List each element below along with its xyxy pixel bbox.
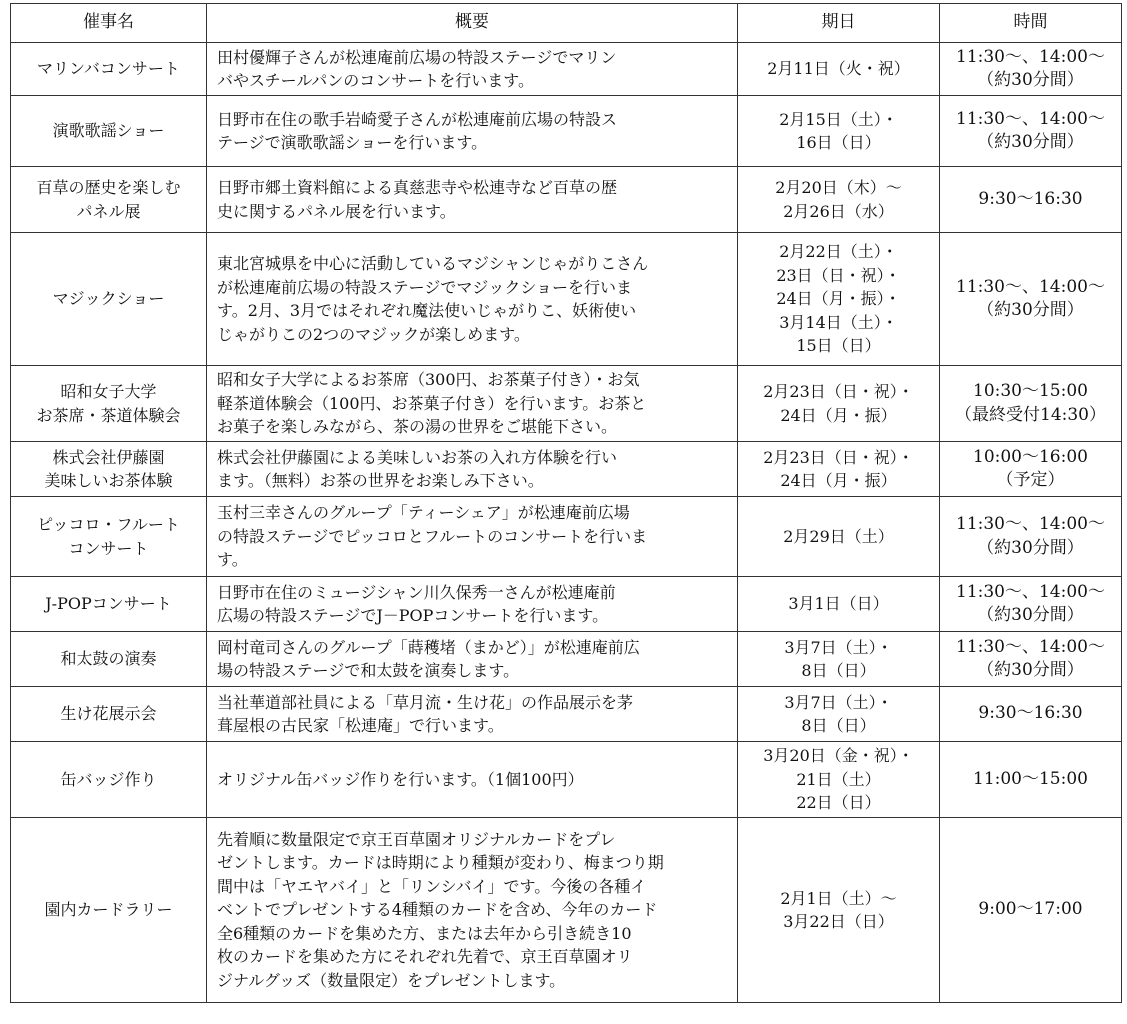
time-cell [940,577,1122,632]
date-cell [738,442,940,497]
table-row [11,167,1122,233]
event-name-cell [11,687,207,742]
date-line: 8日（日） [801,716,876,735]
date-line: 2月20日（木）〜 [775,178,902,197]
summary-line: 史に関するパネル展を行います。 [217,201,456,221]
summary-line: の特設ステージでピッコロとフルートのコンサートを行いま [217,526,648,546]
date-cell [738,742,940,818]
summary-line: バやスチールパンのコンサートを行います。 [217,71,534,90]
summary-line: オリジナル缶バッジ作りを行います。（1個100円） [217,769,584,789]
event-name-line: マジックショー [52,289,165,309]
date-cell [738,497,940,577]
date-cell [738,167,940,233]
summary-line: 全6種類のカードを集めた方、または去年から引き続き10 [217,923,632,943]
date-line: 2月23日（日・祝）・ [763,447,914,467]
time-cell [940,366,1122,442]
time-line: 11:30〜、14:00〜 [956,581,1105,602]
summary-line: 岡村竜司さんのグループ「蒔穫堵（まかど）」が松連庵前広 [217,637,640,657]
summary-line: 当社華道部社員による「草月流・生け花」の作品展示を茅 [217,692,634,712]
summary-line: 先着順に数量限定で京王百草園オリジナルカードをプレ [217,829,616,849]
date-line: 24日（月・振） [780,471,897,490]
summary-line: 日野市郷土資料館による真慈悲寺や松連寺など百草の歴 [217,178,618,197]
table-row [11,632,1122,687]
event-name-line: 園内カードラリー [44,900,173,920]
summary-line: 間中は「ヤエヤバイ」と「リンシバイ」です。今後の各種イ [217,876,647,896]
time-cell [940,96,1122,167]
summary-line: 昭和女子大学によるお茶席（300円、お茶菓子付き）・お気 [217,370,640,390]
event-name-cell [11,96,207,167]
date-line: 22日（日） [796,793,881,813]
summary-line: ます。（無料）お茶の世界をお楽しみ下さい。 [217,471,544,490]
header-summary: 概要 [207,4,738,43]
table-row [11,577,1122,632]
summary-line: 田村優輝子さんが松連庵前広場の特設ステージでマリン [217,47,617,67]
date-line: 23日（日・祝）・ [776,265,901,285]
date-cell [738,577,940,632]
event-name-cell [11,366,207,442]
time-line: （約30分間） [977,605,1084,625]
time-line: 9:30〜16:30 [978,703,1083,724]
event-name-cell [11,43,207,96]
time-line: （約30分間） [977,537,1084,558]
summary-line: じゃがりこの2つのマジックが楽しめます。 [217,324,530,344]
date-line: 3月22日（日） [783,912,894,931]
summary-line: 東北宮城県を中心に活動しているマジシャンじゃがりこさん [217,254,649,273]
date-line: 3月7日（土）・ [784,637,893,657]
date-line: 2月29日（土） [783,526,894,546]
date-cell [738,366,940,442]
event-name-cell [11,577,207,632]
date-cell [738,818,940,1003]
time-line: 11:00〜15:00 [973,768,1088,789]
summary-line: 場の特設ステージで和太鼓を演奏します。 [217,661,520,680]
event-name-line: 生け花展示会 [60,704,157,724]
summary-line: ジナルグッズ（数量限定）をプレゼントします。 [217,970,566,990]
table-row [11,687,1122,742]
summary-line: 広場の特設ステージでJ－POPコンサートを行います。 [217,606,609,625]
summary-line: 株式会社伊藤園による美味しいお茶の入れ方体験を行い [217,447,618,467]
date-line: 15日（日） [796,336,881,356]
time-cell [940,742,1122,818]
summary-line: お菓子を楽しみながら、茶の湯の世界をご堪能下さい。 [217,417,618,437]
summary-cell [207,687,738,742]
header-row [11,4,1122,43]
summary-cell [207,43,738,96]
table-row [11,96,1122,167]
time-line: 11:30〜、14:00〜 [956,108,1105,129]
event-name-cell [11,742,207,818]
date-line: 3月14日（土）・ [779,312,898,332]
table-row [11,233,1122,366]
time-line: 10:00〜16:00 [973,446,1088,467]
event-name-line: 和太鼓の演奏 [60,649,157,669]
summary-line: す。 [217,550,248,570]
time-cell [940,687,1122,742]
time-line: 10:30〜15:00 [973,381,1088,401]
time-cell [940,233,1122,366]
event-name-line: 缶バッジ作り [60,769,157,789]
summary-cell [207,497,738,577]
summary-line: テージで演歌歌謡ショーを行います。 [217,133,488,152]
event-name-line: J-POPコンサート [45,594,172,614]
date-cell [738,687,940,742]
time-line: （予定） [996,470,1065,490]
summary-cell [207,577,738,632]
event-name-line: コンサート [68,538,149,558]
summary-cell [207,167,738,233]
date-line: 2月23日（日・祝）・ [763,382,914,401]
table-row [11,818,1122,1003]
time-cell [940,632,1122,687]
event-name-line: お茶席・茶道体験会 [36,405,181,425]
table-row [11,442,1122,497]
date-line: 24日（月・振） [780,405,897,425]
time-line: 9:00〜17:00 [978,899,1083,920]
date-line: 3月1日（日） [788,594,889,614]
date-line: 2月1日（土）〜 [780,888,897,908]
event-name-line: 昭和女子大学 [60,382,157,401]
event-name-line: 演歌歌謡ショー [52,121,165,141]
time-line: （約30分間） [977,70,1084,90]
time-line: 11:30〜、14:00〜 [956,276,1105,297]
time-line: （約30分間） [977,132,1084,152]
event-name-cell [11,442,207,497]
header-date: 期日 [738,4,940,43]
event-name-line: パネル展 [76,201,141,221]
date-cell [738,233,940,366]
time-line: 9:30〜16:30 [978,188,1083,209]
header-event-name: 催事名 [11,4,207,43]
summary-cell [207,818,738,1003]
date-line: 21日（土） [796,769,881,789]
time-cell [940,442,1122,497]
date-cell [738,43,940,96]
summary-cell [207,233,738,366]
summary-cell [207,366,738,442]
event-name-line: 美味しいお茶体験 [44,471,173,490]
date-cell [738,96,940,167]
summary-line: 日野市在住のミュージシャン川久保秀一さんが松連庵前 [217,582,616,602]
date-line: 2月15日（土）・ [779,109,898,129]
date-line: 2月26日（水） [783,201,894,221]
event-name-cell [11,233,207,366]
time-line: 11:30〜、14:00〜 [956,636,1105,657]
table-row [11,366,1122,442]
summary-line: ゼントします。カードは時期により種類が変わり、梅まつり期 [217,853,664,873]
date-line: 24日（月・振）・ [776,289,901,309]
event-name-line: ピッコロ・フルート [37,515,180,534]
time-line: 11:30〜、14:00〜 [956,46,1105,67]
summary-cell [207,442,738,497]
table-body [11,43,1122,1003]
time-line: （約30分間） [977,300,1084,320]
date-line: 3月7日（土）・ [784,692,893,712]
time-line: 11:30〜、14:00〜 [956,514,1105,534]
summary-line: 玉村三幸さんのグループ「ティーシェア」が松連庵前広場 [217,503,630,523]
summary-line: 枚のカードを集めた方にそれぞれ先着で、京王百草園オリ [217,947,633,967]
date-line: 2月22日（土）・ [779,242,898,262]
event-name-line: 百草の歴史を楽しむ [36,178,181,197]
event-name-cell [11,167,207,233]
date-line: 2月11日（火・祝） [767,59,910,79]
table-row [11,742,1122,818]
date-line: 8日（日） [801,661,876,680]
summary-cell [207,632,738,687]
table-row [11,497,1122,577]
time-cell [940,497,1122,577]
table-row [11,43,1122,96]
date-cell [738,632,940,687]
time-cell [940,818,1122,1003]
summary-line: 軽茶道体験会（100円、お茶菓子付き）を行います。お茶と [217,393,647,413]
event-name-cell [11,818,207,1003]
event-name-cell [11,632,207,687]
header-time: 時間 [940,4,1122,43]
date-line: 3月20日（金・祝）・ [763,746,914,766]
time-line: （約30分間） [977,660,1084,680]
summary-line: 日野市在住の歌手岩崎愛子さんが松連庵前広場の特設ス [217,109,618,129]
summary-line: が松連庵前広場の特設ステージでマジックショーを行いま [217,277,633,297]
date-line: 16日（日） [796,133,881,152]
time-line: （最終受付14:30） [955,404,1106,425]
summary-line: ベントでプレゼントする4種類のカードを含め、今年のカード [217,900,658,920]
summary-line: 葺屋根の古民家「松連庵」で行います。 [217,716,504,735]
time-cell [940,167,1122,233]
event-schedule-table [10,3,1122,1003]
event-name-cell [11,497,207,577]
summary-line: す。2月、3月ではそれぞれ魔法使いじゃがりこ、妖術使い [217,301,637,320]
event-name-line: 株式会社伊藤園 [52,447,165,467]
event-name-line: マリンバコンサート [37,59,180,79]
time-cell [940,43,1122,96]
summary-cell [207,96,738,167]
summary-cell [207,742,738,818]
